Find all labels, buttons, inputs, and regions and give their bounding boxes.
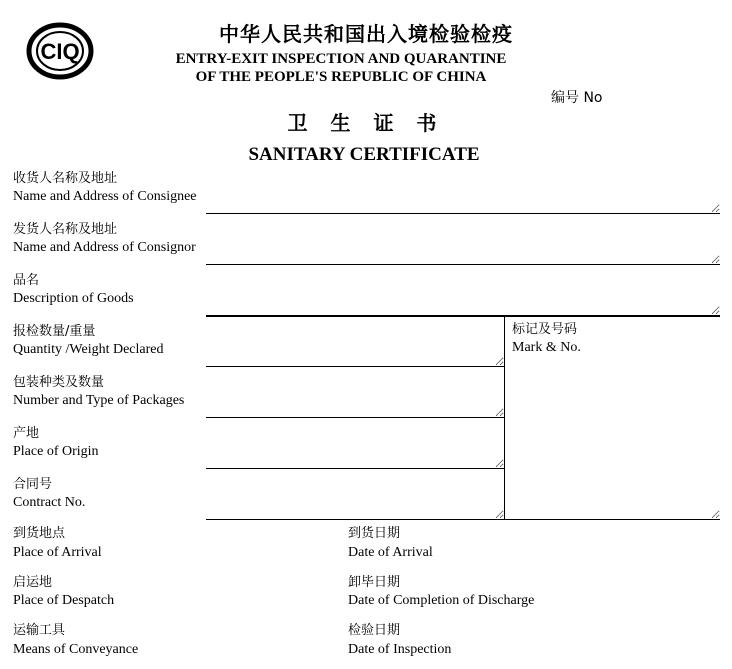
marks-label-en: Mark & No. bbox=[512, 340, 581, 355]
origin-field[interactable] bbox=[206, 420, 504, 469]
contract-label-en: Contract No. bbox=[13, 495, 86, 510]
inspection-date-label-en: Date of Inspection bbox=[348, 642, 452, 657]
consignor-label-en: Name and Address of Consignor bbox=[13, 240, 196, 255]
authority-title-en-line2: OF THE PEOPLE'S REPUBLIC OF CHINA bbox=[195, 69, 487, 85]
consignee-field[interactable] bbox=[206, 166, 720, 214]
authority-title-cn: 中华人民共和国出入境检验检疫 bbox=[219, 22, 513, 46]
consignor-label-cn: 发货人名称及地址 bbox=[13, 222, 118, 237]
arrival-place-label-cn: 到货地点 bbox=[13, 526, 66, 541]
origin-label-en: Place of Origin bbox=[13, 444, 99, 459]
discharge-date-label bbox=[348, 575, 534, 609]
consignor-field[interactable] bbox=[206, 217, 720, 265]
consignor-label bbox=[13, 222, 196, 256]
despatch-place-label bbox=[13, 575, 114, 609]
arrival-place-label-en: Place of Arrival bbox=[13, 545, 102, 560]
marks-label bbox=[512, 322, 581, 356]
discharge-date-label-en: Date of Completion of Discharge bbox=[348, 593, 535, 608]
conveyance-label-en: Means of Conveyance bbox=[13, 642, 139, 657]
inspection-date-label bbox=[348, 623, 451, 658]
marks-field[interactable] bbox=[505, 358, 720, 520]
contract-label bbox=[13, 477, 85, 511]
origin-label-cn: 产地 bbox=[13, 426, 40, 441]
consignee-label bbox=[13, 171, 197, 205]
origin-label bbox=[13, 426, 99, 460]
certificate-title-en: SANITARY CERTIFICATE bbox=[248, 144, 480, 165]
inspection-date-label-cn: 检验日期 bbox=[348, 623, 401, 638]
conveyance-label bbox=[13, 623, 138, 658]
goods-field[interactable] bbox=[206, 268, 720, 316]
arrival-place-label bbox=[13, 526, 102, 561]
quantity-label-cn: 报检数量/重量 bbox=[13, 324, 96, 339]
marks-label-cn: 标记及号码 bbox=[512, 322, 578, 337]
conveyance-label-cn: 运输工具 bbox=[13, 623, 66, 638]
arrival-date-label-en: Date of Arrival bbox=[348, 545, 433, 560]
certificate-title-cn: 卫 生 证 书 bbox=[287, 111, 445, 135]
goods-label-cn: 品名 bbox=[13, 273, 40, 288]
certificate-number-label: 编号 No bbox=[551, 90, 603, 106]
quantity-label-en: Quantity /Weight Declared bbox=[13, 342, 164, 357]
quantity-field[interactable] bbox=[206, 318, 504, 367]
packages-field[interactable] bbox=[206, 369, 504, 418]
despatch-place-label-en: Place of Despatch bbox=[13, 593, 115, 608]
quantity-label bbox=[13, 324, 164, 358]
logo-text: CIQ bbox=[40, 39, 80, 64]
contract-label-cn: 合同号 bbox=[13, 477, 53, 492]
packages-label-en: Number and Type of Packages bbox=[13, 393, 185, 408]
consignee-label-en: Name and Address of Consignee bbox=[13, 189, 197, 204]
despatch-place-label-cn: 启运地 bbox=[13, 575, 53, 590]
authority-title-en-line1: ENTRY-EXIT INSPECTION AND QUARANTINE bbox=[175, 51, 507, 67]
discharge-date-label-cn: 卸毕日期 bbox=[348, 575, 401, 590]
consignee-label-cn: 收货人名称及地址 bbox=[13, 171, 118, 186]
arrival-date-label bbox=[348, 526, 433, 561]
goods-label bbox=[13, 273, 134, 307]
packages-label-cn: 包装种类及数量 bbox=[13, 375, 105, 390]
packages-label bbox=[13, 375, 184, 409]
arrival-date-label-cn: 到货日期 bbox=[348, 526, 401, 541]
section-top-line bbox=[206, 316, 720, 317]
contract-field[interactable] bbox=[206, 471, 504, 520]
goods-label-en: Description of Goods bbox=[13, 291, 134, 306]
